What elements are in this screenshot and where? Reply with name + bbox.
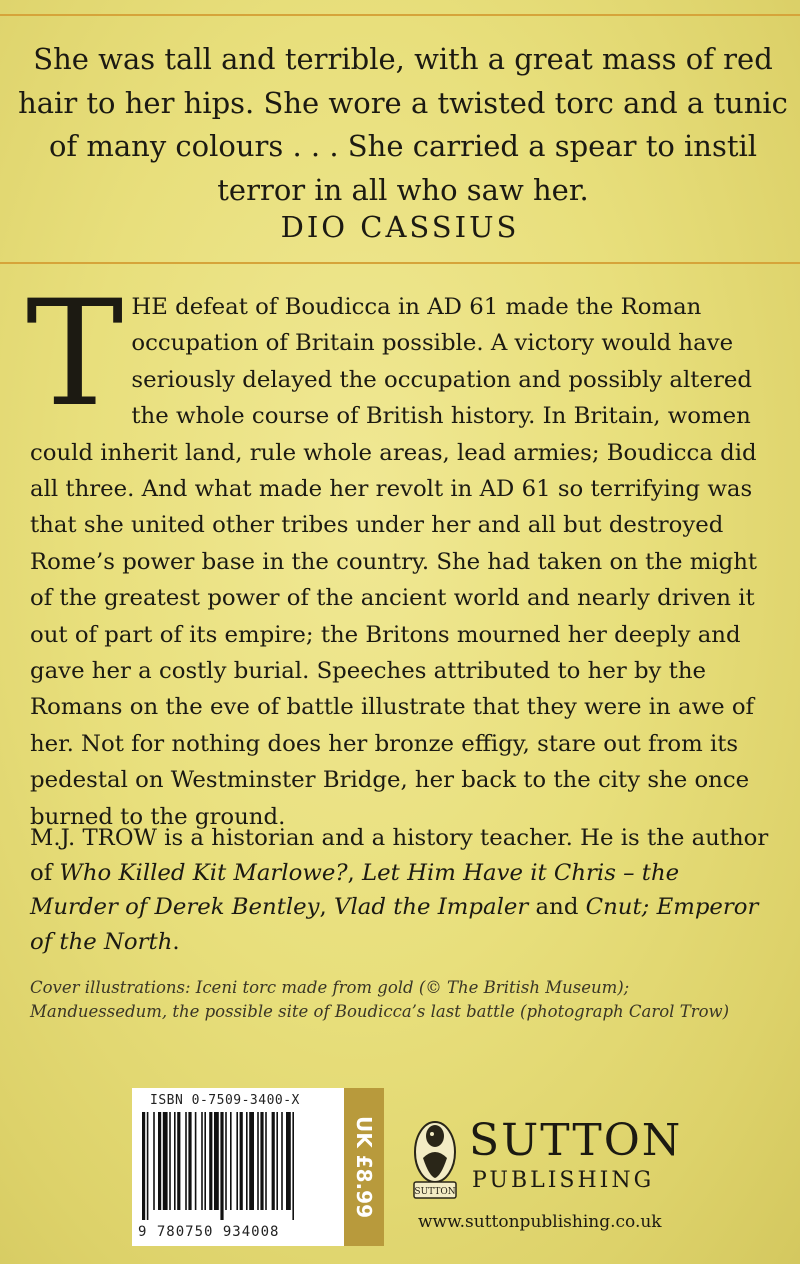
price-label: UK £8.99	[352, 1116, 376, 1218]
separator: ,	[319, 894, 335, 920]
cover-credits: Cover illustrations: Iceni torc made from gold (© The British Museum); Manduessedum, the possible site of Boudicca’s last battle (photograph Carol Trow)	[30, 978, 730, 1021]
book-title: Vlad the Impaler	[334, 894, 529, 920]
author-bio-intro: M.J. TROW is a historian and a history teacher. He is the author of	[30, 825, 769, 886]
publisher-logo-icon	[411, 1118, 459, 1204]
book-title: Who Killed Kit Marlowe?	[59, 859, 348, 886]
barcode-icon	[140, 1112, 340, 1220]
book-blurb	[26, 269, 758, 835]
ean-number: 9 780750 934008	[138, 1224, 280, 1240]
book-title: Cnut; Emperor of the North	[30, 894, 759, 955]
separator: ,	[347, 859, 363, 886]
barcode-panel	[132, 1088, 384, 1246]
separator: .	[172, 928, 180, 955]
middle-rule	[0, 262, 800, 264]
separator: and	[528, 894, 586, 920]
epigraph-author: DIO CASSIUS	[280, 210, 520, 244]
epigraph-quote: She was tall and terrible, with a great mass of red hair to her hips. She wore a twisted torc and a tunic of many colours . . . She carried a spear to instil terror in all who saw her.	[18, 42, 788, 207]
publisher-url: www.suttonpublishing.co.uk	[418, 1212, 662, 1232]
isbn-label: ISBN 0-7509-3400-X	[150, 1093, 300, 1108]
logo-text: SUTTON	[414, 1187, 456, 1197]
book-title: Let Him Have it Chris – the Murder of Derek Bentley	[30, 859, 680, 920]
publisher-subtitle: PUBLISHING	[472, 1168, 655, 1193]
top-rule	[0, 14, 800, 16]
drop-cap: T	[26, 269, 124, 439]
publisher-name: SUTTON	[469, 1115, 683, 1166]
price-strip	[344, 1088, 384, 1246]
author-bio	[30, 821, 770, 959]
blurb-text: HE defeat of Boudicca in AD 61 made the Roman occupation of Britain possible. A victory would have seriously delayed the occupation and possibly altered the whole course of British history. In Britain, women could inherit land, rule whole areas, lead armies; Boudicca did all three. And what made her revolt in AD 61 so terrifying was that she united other tribes under her and all but destroyed Rome’s power base in the country. She had taken on the might of the greatest power of the ancient world and nearly driven it out of part of its empire; the Britons mourned her deeply and gave her a costly burial. Speeches attributed to her by the Romans on the eve of battle illustrate that they were in awe of her. Not for nothing does her bronze effigy, stare out from its pedestal on Westminster Bridge, her back to the city she once burned to the ground.	[30, 294, 758, 830]
